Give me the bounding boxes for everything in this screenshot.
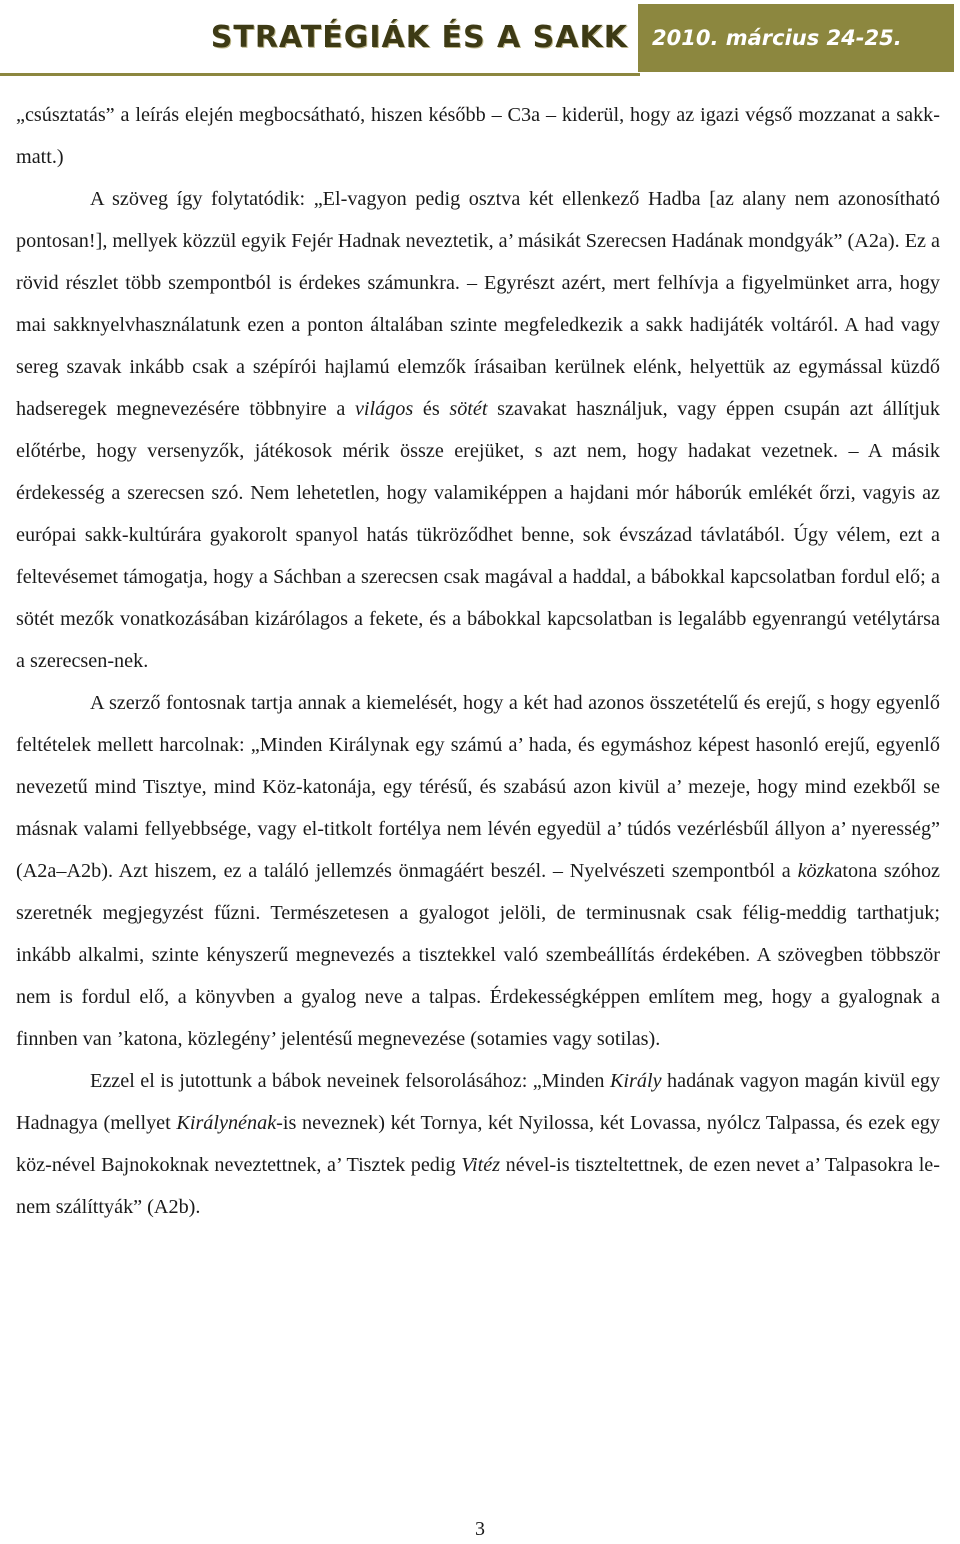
paragraph-text: szavakat használjuk, vagy éppen csupán azt állítjuk előtérbe, hogy versenyzők, játékosok mérik össze erejüket, s azt nem, hogy hadakat vezetnek. – A másik érdekesség a szerecsen szó. Nem lehetetlen, hogy valamiképpen a hajdani mór háborúk emlékét őrzi, vagyis az európai sakk-kultúrára gyakorolt spanyol hatás tükröződhet benne, sok évszázad távlatából. Úgy vélem, ezt a feltevésemet támogatja, hogy a Sáchban a szerecsen csak magával a haddal, a bábokkal kapcsolatban fordul elő; a sötét mezők vonatkozásában kizárólagos a fekete, és a bábokkal kapcsolatban is legalább egyenrangú vetélytársa a szerecsen-nek. [16, 398, 940, 672]
page-header [0, 0, 960, 76]
header-date: 2010. március 24-25. [652, 26, 902, 50]
header-title: STRATÉGIÁK ÉS A SAKK [210, 20, 628, 55]
italic-text: közk [797, 860, 834, 882]
paragraph-text: nével-is tiszteltettnek, de ezen nevet a’ Talpasokra le-nem szálíttyák” (A2b). [16, 1154, 940, 1218]
italic-text: sötét [449, 398, 488, 420]
header-date-badge [638, 4, 954, 72]
paragraph-text: -is neveznek) két Tornya, két Nyilossa, két Lovassa, nyólcz Talpassa, és ezek egy köz-nével Bajnokoknak neveztettnek, a’ Tisztek pedig [16, 1112, 940, 1176]
paragraph [16, 1060, 940, 1228]
paragraph [16, 178, 940, 682]
paragraph-text: A szerző fontosnak tartja annak a kiemelését, hogy a két had azonos összetételű és erejű, s hogy egyenlő feltételek mellett harcolnak: „Minden Királynak egy számú a’ hada, és egymáshoz képest hasonló erejű, egyenlő nevezetű mind Tisztye, mind Köz-katonája, egy térésű, és szabású azon kivül a’ mezeje, hogy mind ezekből se másnak valami fellyebbsége, vagy el-titkolt fortélya nem lévén egyedül a’ túdós vezérlésbűl állyon a’ nyeresség” (A2a–A2b). Azt hiszem, ez a találó jellemzés önmagáért beszél. – Nyelvészeti szempontból a [16, 692, 940, 882]
italic-text: Király [609, 1070, 662, 1092]
paragraph [16, 94, 940, 178]
paragraph-text: „csúsztatás” a leírás elején megbocsátható, hiszen később – C3a – kiderül, hogy az igazi végső mozzanat a sakk-matt.) [16, 104, 940, 168]
body-text [16, 94, 940, 1228]
paragraph-text: A szöveg így folytatódik: „El-vagyon pedig osztva két ellenkező Hadba [az alany nem azonosítható pontosan!], mellyek közzül egyik Fejér Hadnak neveztetik, a’ másikát Szerecsen Hadának mondgyák” (A2a). Ez a rövid részlet több szempontból is érdekes számunkra. – Egyrészt azért, mert felhívja a figyelmünket arra, hogy mai sakknyelvhasználatunk ezen a ponton általában szinte megfeledkezik a sakk hadijáték voltáról. A had vagy sereg szavak inkább csak a szépírói hajlamú elemzők írásaiban kerülnek elénk, helyettük az egymással küzdő hadseregek megnevezésére többnyire a [16, 188, 940, 420]
page-number: 3 [475, 1518, 485, 1540]
paragraph [16, 682, 940, 1060]
paragraph-text: atona szóhoz szeretnék megjegyzést fűzni. Természetesen a gyalogot jelöli, de terminusnak csak félig-meddig tarthatjuk; inkább alkalmi, szinte kényszerű megnevezés a tisztekkel való szembeállítás érdekében. A szövegben többször nem is fordul elő, a könyvben a gyalog neve a talpas. Érdekességképpen említem meg, hogy a gyalognak a finnben van ’katona, közlegény’ jelentésű megnevezése (sotamies vagy sotilas). [16, 860, 940, 1050]
italic-text: Királynénak [176, 1112, 277, 1134]
italic-text: világos [354, 398, 414, 420]
paragraph-text: hadának vagyon magán kivül egy Hadnagya (mellyet [16, 1070, 940, 1134]
italic-text: Vitéz [461, 1154, 501, 1176]
paragraph-text: Ezzel el is jutottunk a bábok neveinek felsorolásához: „Minden [90, 1070, 610, 1092]
paragraph-text: és [413, 398, 450, 420]
header-rule [0, 73, 640, 76]
